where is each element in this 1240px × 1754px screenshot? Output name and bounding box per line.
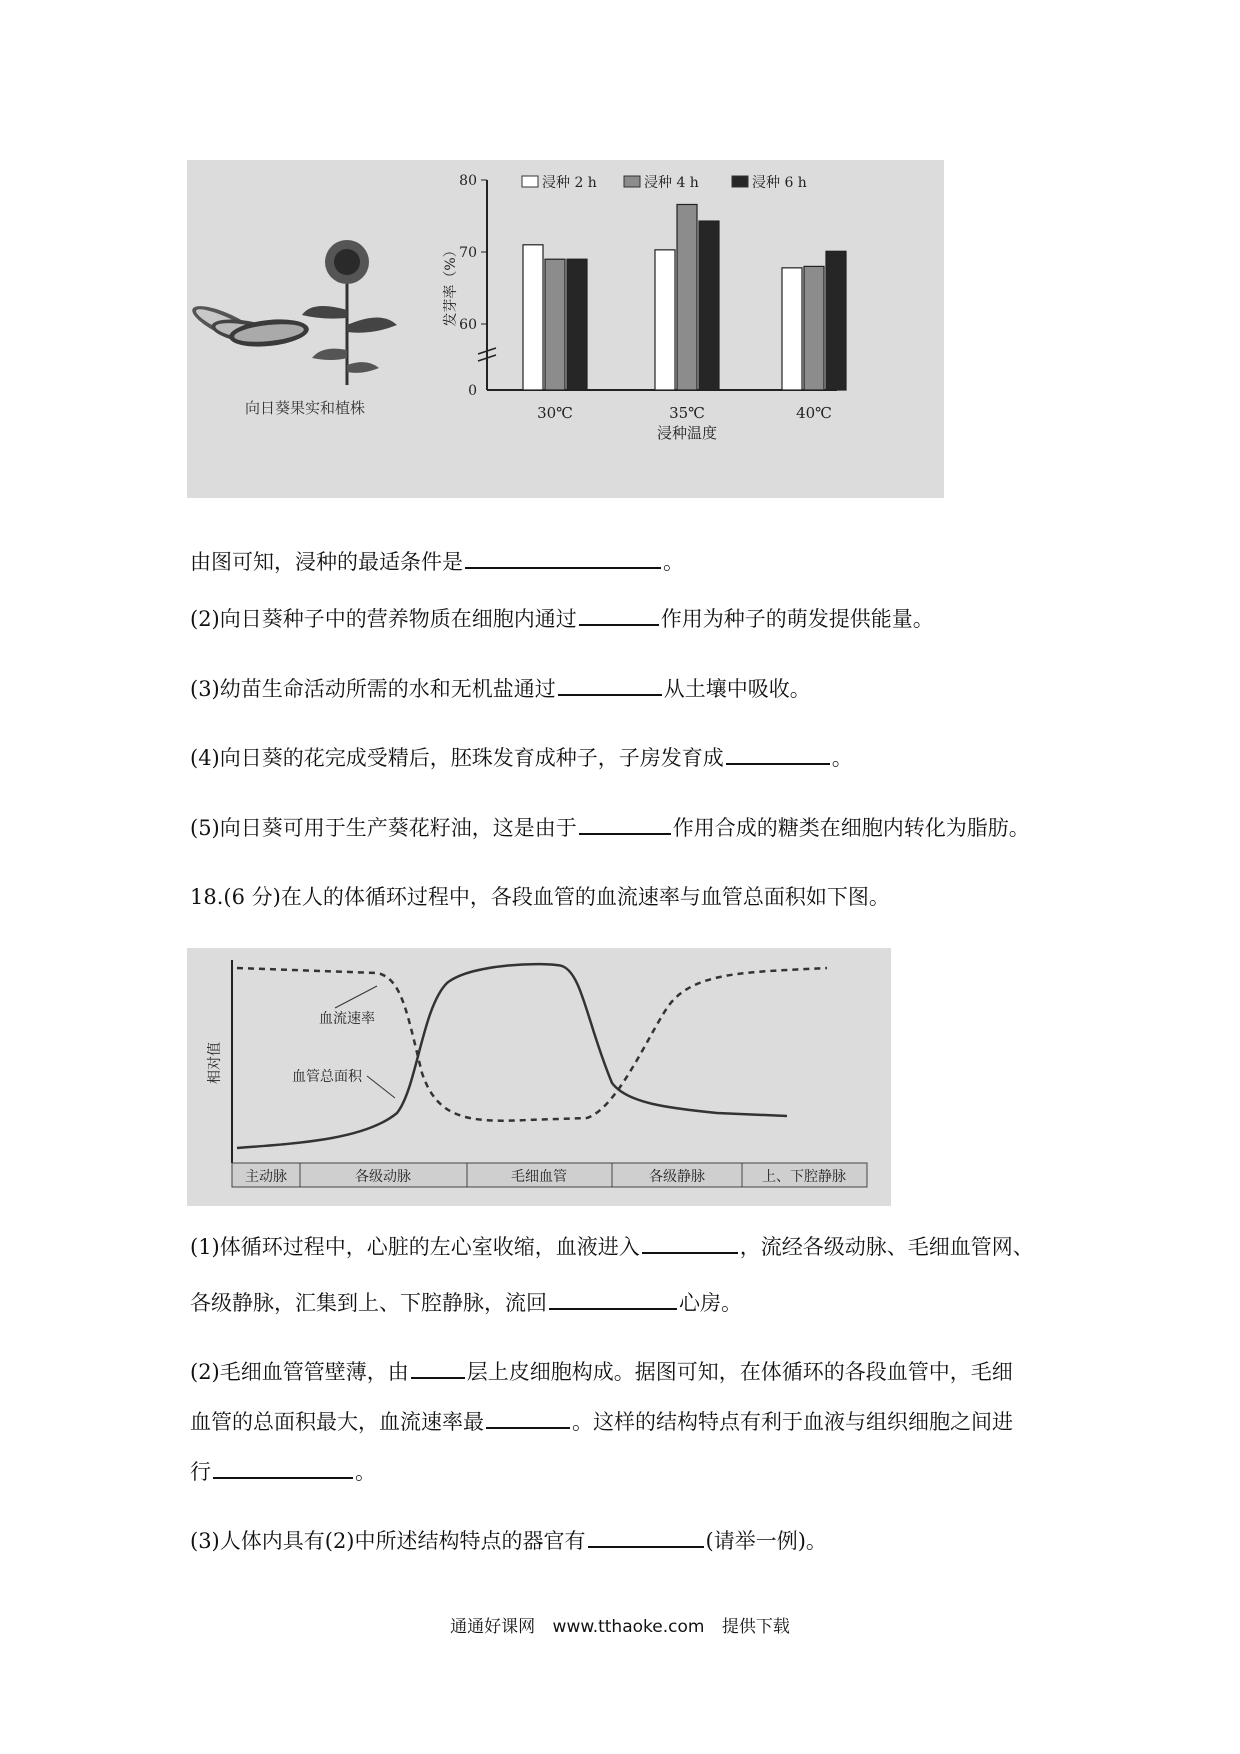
category-label-35: 35℃ xyxy=(669,404,705,422)
part2-q2-line3 xyxy=(190,1455,376,1487)
question-3-line xyxy=(190,672,811,704)
bar-30℃-浸种2h xyxy=(523,245,543,390)
q2-answer-blank[interactable] xyxy=(579,602,659,626)
series-label-flow-speed: 血流速率 xyxy=(319,1011,375,1027)
figure-blood-flow-chart xyxy=(187,948,891,1206)
p3-text-a: (3)人体内具有(2)中所述结构特点的器官有 xyxy=(190,1529,586,1553)
legend-label-2h: 浸种 2 h xyxy=(542,175,597,191)
footer-note: 提供下载 xyxy=(721,1617,790,1637)
p2-answer-blank-3[interactable] xyxy=(213,1455,353,1479)
p2-text-e: 行 xyxy=(190,1460,211,1484)
footer-site-name: 通通好课网 xyxy=(450,1617,536,1637)
q3-text-b: 从土壤中吸收。 xyxy=(663,677,811,701)
p2-answer-blank-1[interactable] xyxy=(411,1355,465,1379)
p2-text-a: (2)毛细血管管壁薄，由 xyxy=(190,1360,409,1384)
q4-text-a: (4)向日葵的花完成受精后，胚珠发育成种子，子房发育成 xyxy=(190,746,724,770)
p1-text-b: ，流经各级动脉、毛细血管网、 xyxy=(739,1235,1034,1259)
legend-swatch-6h xyxy=(732,176,748,187)
q2-text-a: (2)向日葵种子中的营养物质在细胞内通过 xyxy=(190,607,577,631)
q4-text-b: 。 xyxy=(831,746,853,770)
bar-40℃-浸种6h xyxy=(826,251,846,390)
p1-text-c: 各级静脉，汇集到上、下腔静脉，流回 xyxy=(190,1291,547,1315)
p3-answer-blank[interactable] xyxy=(588,1524,704,1548)
x-axis-label: 浸种温度 xyxy=(656,424,718,442)
p1-text-d: 心房。 xyxy=(679,1291,742,1315)
segment-label-capillaries: 毛细血管 xyxy=(511,1169,567,1185)
question-2-line xyxy=(190,602,934,634)
q1-end: 。 xyxy=(663,550,684,574)
q3-answer-blank[interactable] xyxy=(558,672,662,696)
bars-group xyxy=(523,204,846,390)
segment-label-vena-cava: 上、下腔静脉 xyxy=(762,1169,846,1185)
blood-flow-chart-svg xyxy=(187,948,891,1206)
p1-answer-blank-1[interactable] xyxy=(642,1230,738,1254)
question-18-heading xyxy=(190,882,890,912)
p2-text-b: 层上皮细胞构成。据图可知，在体循环的各段血管中，毛细 xyxy=(466,1360,1013,1384)
label-pointer-flow-speed xyxy=(335,986,377,1008)
plant-caption: 向日葵果实和植株 xyxy=(244,399,366,417)
y-tick-label-0: 0 xyxy=(468,383,477,399)
label-pointer-total-area xyxy=(367,1076,395,1098)
question-4-line xyxy=(190,741,853,773)
q4-answer-blank[interactable] xyxy=(726,741,830,765)
p1-answer-blank-2[interactable] xyxy=(549,1286,677,1310)
category-label-30: 30℃ xyxy=(537,404,573,422)
bar-35℃-浸种2h xyxy=(655,250,675,390)
question-5-line xyxy=(190,811,1030,843)
legend-label-6h: 浸种 6 h xyxy=(752,175,807,191)
q2-text-b: 作用为种子的萌发提供能量。 xyxy=(660,607,934,631)
p1-text-a: (1)体循环过程中，心脏的左心室收缩，血液进入 xyxy=(190,1235,640,1259)
sunflower-plant-illustration xyxy=(302,240,397,385)
legend-swatch-2h xyxy=(522,176,538,187)
legend-label-4h: 浸种 4 h xyxy=(644,175,699,191)
bar-35℃-浸种4h xyxy=(677,204,697,390)
part2-q2-line2 xyxy=(190,1405,1013,1437)
q5-answer-blank[interactable] xyxy=(579,811,671,835)
series-line-flow-speed xyxy=(237,968,827,1121)
bar-40℃-浸种2h xyxy=(782,268,802,390)
page-footer xyxy=(0,1612,1240,1637)
segment-label-arteries: 各级动脉 xyxy=(355,1169,411,1185)
question-1-line xyxy=(190,545,684,577)
p3-text-b: (请举一例)。 xyxy=(705,1529,827,1553)
y-tick-label-60: 60 xyxy=(459,317,477,333)
p2-answer-blank-2[interactable] xyxy=(486,1405,570,1429)
q3-text-a: (3)幼苗生命活动所需的水和无机盐通过 xyxy=(190,677,556,701)
segment-label-veins: 各级静脉 xyxy=(649,1169,705,1185)
part2-q2-line1 xyxy=(190,1355,1013,1387)
bar-40℃-浸种4h xyxy=(804,266,824,390)
p2-text-f: 。 xyxy=(355,1460,376,1484)
q18-text: 18.(6 分)在人的体循环过程中，各段血管的血流速率与血管总面积如下图。 xyxy=(190,885,890,909)
y-axis-label: 发芽率（%） xyxy=(443,243,459,327)
y-axis-label: 相对值 xyxy=(207,1042,223,1084)
p2-text-c: 血管的总面积最大，血流速率最 xyxy=(190,1410,484,1434)
part2-q1-line2 xyxy=(190,1286,742,1318)
sunflower-seeds-illustration xyxy=(188,299,310,351)
segment-label-aorta: 主动脉 xyxy=(245,1169,287,1185)
part2-q1-line1 xyxy=(190,1230,1034,1262)
p2-text-d: 。这样的结构特点有利于血液与组织细胞之间进 xyxy=(572,1410,1013,1434)
series-label-total-area: 血管总面积 xyxy=(292,1069,362,1085)
q5-text-a: (5)向日葵可用于生产葵花籽油，这是由于 xyxy=(190,816,577,840)
bar-30℃-浸种6h xyxy=(567,259,587,390)
figure-germination-chart xyxy=(187,160,944,498)
q5-text-b: 作用合成的糖类在细胞内转化为脂肪。 xyxy=(672,816,1030,840)
legend-swatch-4h xyxy=(624,176,640,187)
q1-text: 由图可知，浸种的最适条件是 xyxy=(190,550,463,574)
germination-chart-svg xyxy=(187,160,944,498)
q1-answer-blank[interactable] xyxy=(465,545,661,569)
y-tick-label-70: 70 xyxy=(459,245,477,261)
bar-35℃-浸种6h xyxy=(699,221,719,390)
y-tick-label-80: 80 xyxy=(459,173,477,189)
bar-30℃-浸种4h xyxy=(545,259,565,390)
footer-url[interactable]: www.tthaoke.com xyxy=(552,1617,705,1637)
part2-q3-line xyxy=(190,1524,827,1556)
category-label-40: 40℃ xyxy=(796,404,832,422)
